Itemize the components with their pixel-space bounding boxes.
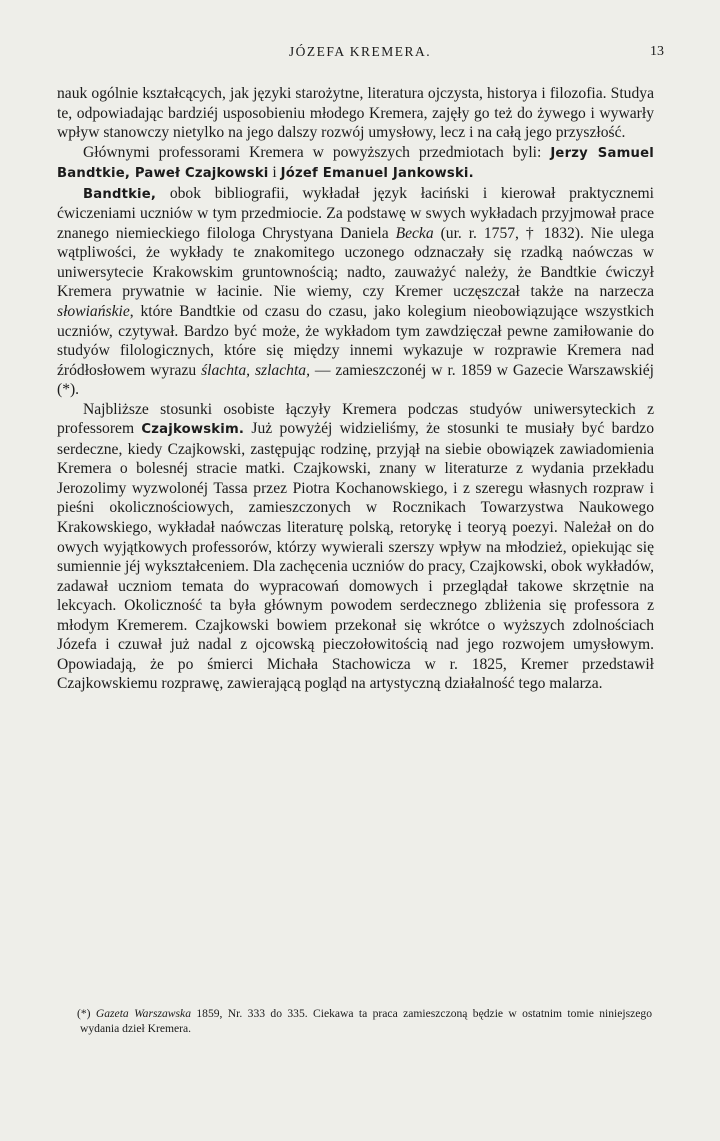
term-slowianskie: słowiańskie: [57, 303, 130, 321]
paragraph-3-text-d: — zamieszczonéj w r. 1859 w Gazecie Warszawskiéj (*).: [57, 361, 654, 399]
conjunction: i: [268, 164, 281, 182]
paragraph-3-text-c: , które Bandtkie od czasu do czasu, jako kolegium nieobowiązujące wszystkich uczniów, czytywał. Bardzo być może, że wykładom tym zawdzięczał pewne zamiłowanie do studyów filologicznych, które się między innemi wykazuje w rozprawie Kremera nad źródłosłowem wyrazu: [57, 303, 654, 379]
professor-name-jankowski: Józef Emanuel Jankowski.: [280, 166, 474, 182]
footnote-mark: (*): [77, 1007, 96, 1020]
paragraph-4-text-a: Najbliższe stosunki osobiste łączyły Kremera podczas studyów uniwersyteckich z professorem: [57, 400, 654, 438]
paragraph-3: [57, 184, 654, 400]
footnote: [77, 1006, 652, 1036]
main-text: [57, 84, 654, 694]
running-head: JÓZEFA KREMERA.: [288, 44, 432, 59]
professor-names: Jerzy Samuel Bandtkie, Paweł Czajkowski: [57, 145, 655, 182]
paragraph-4-text-b: Już powyżéj widzieliśmy, że stosunki te musiały być bardzo serdeczne, kiedy Czajkowski, zastępując rodzinę, przyjął na siebie obowiązek zawiadomienia Kremera o bolesnéj stracie matki. Czajkowski, znany w literaturze z wydania przekładu Jerozolimy wyzwolonéj Tassa przez Piotra Kochanowskiego, i z szeregu własnych rozpraw i pieśni okolicznościowych, zamieszczonych w Rocznikach Towarzystwa Naukowego Krakowskiego, wykładał naówczas literaturę polską, retorykę i teoryą poezyi. Należał on do owych wyjątkowych professorów, którzy wywierali szerszy wpływ na młodzież, opiekując się sumiennie jéj wykształceniem. Dla zachęcenia uczniów do pracy, Czajkowski, obok wykładów, zadawał uczniom temata do wypracowań domowych i przeglądał takowe skrzętnie na lekcyach. Okoliczność ta była głównym powodem serdecznego zbliżenia się professora z młodym Kremerem. Czajkowski bowiem przekonał się wkrótce o wyższych zdolnościach Józefa i czuwał już nadal z ojcowską pieczołowitością nad jego rozwojem umysłowym. Opowiadają, że po śmierci Michała Stachowicza w r. 1825, Kremer przedstawił Czajkowskiemu rozprawę, zawierającą pogląd na artystyczną działalność tego malarza.: [57, 420, 654, 693]
name-czajkowski: Czajkowskim.: [141, 422, 245, 438]
page-header: [56, 44, 664, 68]
paragraph-3-text-a: obok bibliografii, wykładał język łaciński i kierował praktycznemi ćwiczeniami uczniów w tym przedmiocie. Za podstawę w swych wykładach przyjmował prace znanego niemieckiego filologa Chrystyana Daniela: [57, 184, 654, 242]
paragraph-1-text: nauk ogólnie kształcących, jak języki starożytne, literatura ojczysta, historya i filozofia. Studya te, odpowiadając bardziéj usposobieniu młodego Kremera, zajęły go też do żywego i wywarły wpływ stanowczy nietylko na jego dalszy rozwój umysłowy, lecz i na całą jego przyszłość.: [57, 85, 654, 142]
name-bandtkie: Bandtkie,: [83, 186, 157, 202]
footnote-body: 1859, Nr. 333 do 335. Ciekawa ta praca zamieszczoną będzie w ostatnim tomie niniejszego wydania dzieł Kremera.: [80, 1007, 652, 1035]
paragraph-2: [57, 143, 654, 184]
term-slachta: ślachta, szlachta,: [201, 361, 310, 379]
footnote-text: [77, 1006, 652, 1036]
paragraph-3-text-b: (ur. r. 1757, † 1832). Nie ulega wątpliwości, że wykłady te znakomitego uczonego odznaczały się rzadką naówczas w uniwersytecie Krakowskim gruntownością; nadto, zauważyć należy, że Bandtkie ćwiczył Kremera prywatnie w łacinie. Nie wiemy, czy Kremer uczęszczał także na narzecza: [57, 224, 654, 301]
paragraph-2-text: Głównymi professorami Kremera w powyższych przedmiotach byli:: [83, 143, 551, 161]
footnote-source: Gazeta Warszawska: [95, 1007, 191, 1020]
name-becka: Becka: [395, 224, 434, 242]
paragraph-4: [57, 400, 654, 694]
paragraph-1: [57, 84, 654, 143]
page-number: 13: [650, 44, 664, 59]
